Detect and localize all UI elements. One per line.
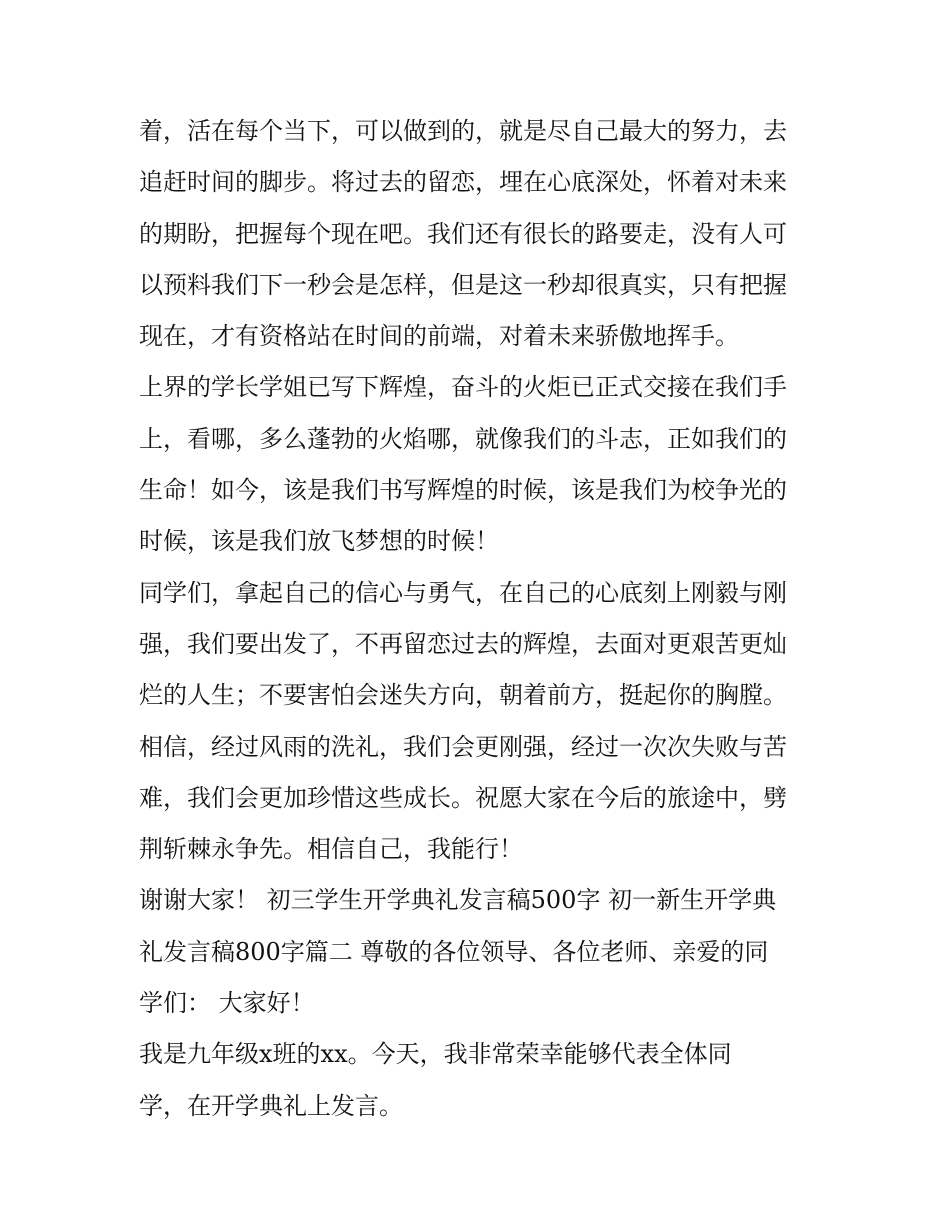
text-line: 礼发言稿800字篇二 尊敬的各位领导、各位老师、亲爱的同 xyxy=(139,937,769,966)
text-line: 着，活在每个当下，可以做到的，就是尽自己最大的努力，去 xyxy=(139,117,787,145)
text-line: 上，看哪，多么蓬勃的火焰哪，就像我们的斗志，正如我们的 xyxy=(139,424,787,453)
text-line: 的期盼，把握每个现在吧。我们还有很长的路要走，没有人可 xyxy=(139,219,787,248)
text-line: 荆斩棘永争先。相信自己，我能行！ xyxy=(139,835,523,864)
text-line: 同学们，拿起自己的信心与勇气，在自己的心底刻上刚毅与刚 xyxy=(139,578,787,607)
paragraph-1 xyxy=(139,106,819,362)
text-line: 相信，经过风雨的洗礼，我们会更刚强，经过一次次失败与苦 xyxy=(139,732,787,761)
text-line: 学们： 大家好！ xyxy=(139,989,315,1018)
text-line: 烂的人生；不要害怕会迷失方向，朝着前方，挺起你的胸膛。 xyxy=(139,681,787,710)
text-line: 我是九年级x班的xx。今天，我非常荣幸能够代表全体同 xyxy=(139,1040,732,1069)
text-line: 强，我们要出发了，不再留恋过去的辉煌，去面对更艰苦更灿 xyxy=(139,629,787,658)
text-line: 难，我们会更加珍惜这些成长。祝愿大家在今后的旅途中，劈 xyxy=(139,783,787,812)
text-line: 以预料我们下一秒会是怎样，但是这一秒却很真实，只有把握 xyxy=(139,270,787,299)
text-line: 追赶时间的脚步。将过去的留恋，埋在心底深处，怀着对未来 xyxy=(139,168,787,197)
text-line: 现在，才有资格站在时间的前端，对着未来骄傲地挥手。 xyxy=(139,322,739,351)
paragraph-3 xyxy=(139,568,819,876)
text-line: 谢谢大家！ 初三学生开学典礼发言稿500字 初一新生开学典 xyxy=(139,886,777,915)
text-line: 时候，该是我们放飞梦想的时候！ xyxy=(139,527,499,556)
paragraph-2 xyxy=(139,362,819,567)
paragraph-4 xyxy=(139,875,819,1029)
text-line: 生命！如今，该是我们书写辉煌的时候，该是我们为校争光的 xyxy=(139,476,787,505)
text-line: 学，在开学典礼上发言。 xyxy=(139,1091,403,1120)
document-body xyxy=(139,106,819,1132)
text-line: 上界的学长学姐已写下辉煌，奋斗的火炬已正式交接在我们手 xyxy=(139,373,787,402)
paragraph-5 xyxy=(139,1029,819,1132)
